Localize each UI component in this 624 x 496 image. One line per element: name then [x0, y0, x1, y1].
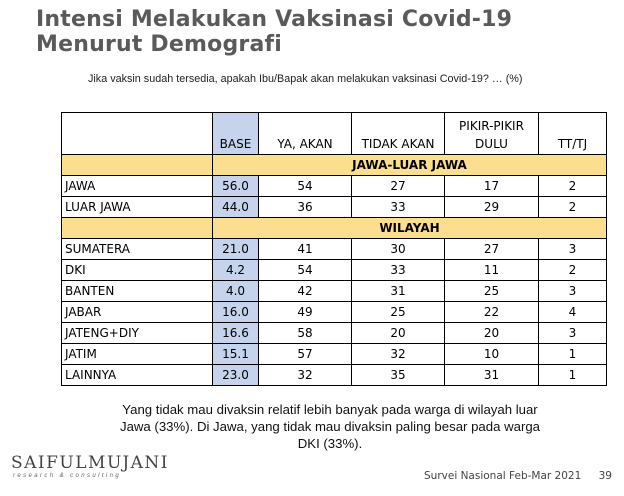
cell-tt-tj: 4 [539, 302, 607, 323]
cell-base: 44.0 [213, 197, 259, 218]
cell-pikir-pikir: 31 [445, 365, 539, 386]
summary-line-3: DKI (33%). [297, 436, 363, 451]
logo-tagline: research & consulting [13, 473, 122, 479]
cell-base: 16.0 [213, 302, 259, 323]
company-logo [11, 453, 169, 479]
section-spacer [62, 155, 213, 176]
title-line-2: Menurut Demografi [36, 32, 283, 57]
cell-tidak-akan: 33 [352, 197, 445, 218]
header-base: BASE [213, 113, 259, 155]
cell-ya-akan: 32 [259, 365, 352, 386]
summary-line-2: Jawa (33%). Di Jawa, yang tidak mau divaksin paling besar pada warga [119, 419, 541, 434]
table-row [62, 260, 607, 281]
footer-survey-label: Survei Nasional Feb-Mar 2021 [424, 470, 582, 482]
cell-base: 23.0 [213, 365, 259, 386]
cell-pikir-pikir: 17 [445, 176, 539, 197]
row-label: SUMATERA [62, 239, 213, 260]
logo-wordmark: SAIFULMUJANI [11, 453, 170, 473]
section-label: JAWA-LUAR JAWA [213, 155, 607, 176]
section-label: WILAYAH [213, 218, 607, 239]
cell-pikir-pikir: 11 [445, 260, 539, 281]
header-ya-akan: YA, AKAN [259, 113, 352, 155]
cell-ya-akan: 36 [259, 197, 352, 218]
header-empty [62, 113, 213, 155]
row-label: LUAR JAWA [62, 197, 213, 218]
header-tt-tj: TT/TJ [539, 113, 607, 155]
cell-tidak-akan: 27 [352, 176, 445, 197]
cell-tidak-akan: 30 [352, 239, 445, 260]
header-pikir-pikir-dulu [445, 113, 539, 155]
slide-title [36, 7, 512, 57]
cell-ya-akan: 41 [259, 239, 352, 260]
table-row [62, 281, 607, 302]
table-row [62, 197, 607, 218]
row-label: JATENG+DIY [62, 323, 213, 344]
cell-tidak-akan: 33 [352, 260, 445, 281]
cell-ya-akan: 58 [259, 323, 352, 344]
cell-tt-tj: 3 [539, 323, 607, 344]
title-line-1: Intensi Melakukan Vaksinasi Covid-19 [36, 7, 513, 32]
row-label: JAWA [62, 176, 213, 197]
cell-tt-tj: 3 [539, 281, 607, 302]
table-row [62, 239, 607, 260]
cell-ya-akan: 54 [259, 260, 352, 281]
cell-tt-tj: 2 [539, 260, 607, 281]
cell-pikir-pikir: 29 [445, 197, 539, 218]
cell-tt-tj: 3 [539, 239, 607, 260]
table-row [62, 302, 607, 323]
cell-base: 16.6 [213, 323, 259, 344]
cell-ya-akan: 42 [259, 281, 352, 302]
row-label: JABAR [62, 302, 213, 323]
section-spacer [62, 218, 213, 239]
survey-question: Jika vaksin sudah tersedia, apakah Ibu/Bapak akan melakukan vaksinasi Covid-19? … (%) [88, 73, 523, 85]
cell-pikir-pikir: 10 [445, 344, 539, 365]
cell-ya-akan: 57 [259, 344, 352, 365]
cell-tidak-akan: 31 [352, 281, 445, 302]
cell-ya-akan: 54 [259, 176, 352, 197]
page-number: 39 [598, 470, 612, 482]
table-row [62, 176, 607, 197]
cell-ya-akan: 49 [259, 302, 352, 323]
row-label: BANTEN [62, 281, 213, 302]
footer [424, 470, 612, 482]
table-header-row [62, 113, 607, 155]
cell-tt-tj: 2 [539, 197, 607, 218]
cell-base: 4.2 [213, 260, 259, 281]
table-row [62, 323, 607, 344]
row-label: LAINNYA [62, 365, 213, 386]
cell-pikir-pikir: 27 [445, 239, 539, 260]
cell-pikir-pikir: 22 [445, 302, 539, 323]
table-row [62, 344, 607, 365]
cell-pikir-pikir: 20 [445, 323, 539, 344]
cell-tt-tj: 2 [539, 176, 607, 197]
cell-pikir-pikir: 25 [445, 281, 539, 302]
cell-base: 15.1 [213, 344, 259, 365]
section-header-row [62, 218, 607, 239]
cell-base: 56.0 [213, 176, 259, 197]
row-label: DKI [62, 260, 213, 281]
cell-tidak-akan: 25 [352, 302, 445, 323]
cell-tt-tj: 1 [539, 344, 607, 365]
cell-tt-tj: 1 [539, 365, 607, 386]
cell-base: 4.0 [213, 281, 259, 302]
table-row [62, 365, 607, 386]
row-label: JATIM [62, 344, 213, 365]
summary-line-1: Yang tidak mau divaksin relatif lebih banyak pada warga di wilayah luar [122, 402, 538, 417]
cell-tidak-akan: 35 [352, 365, 445, 386]
header-tidak-akan: TIDAK AKAN [352, 113, 445, 155]
cell-tidak-akan: 20 [352, 323, 445, 344]
cell-base: 21.0 [213, 239, 259, 260]
cell-tidak-akan: 32 [352, 344, 445, 365]
header-pikir-line-1: PIKIR-PIKIR [459, 119, 524, 133]
results-table [61, 112, 607, 386]
summary-text [60, 401, 600, 452]
header-pikir-line-2: DULU [475, 137, 508, 151]
section-header-row [62, 155, 607, 176]
